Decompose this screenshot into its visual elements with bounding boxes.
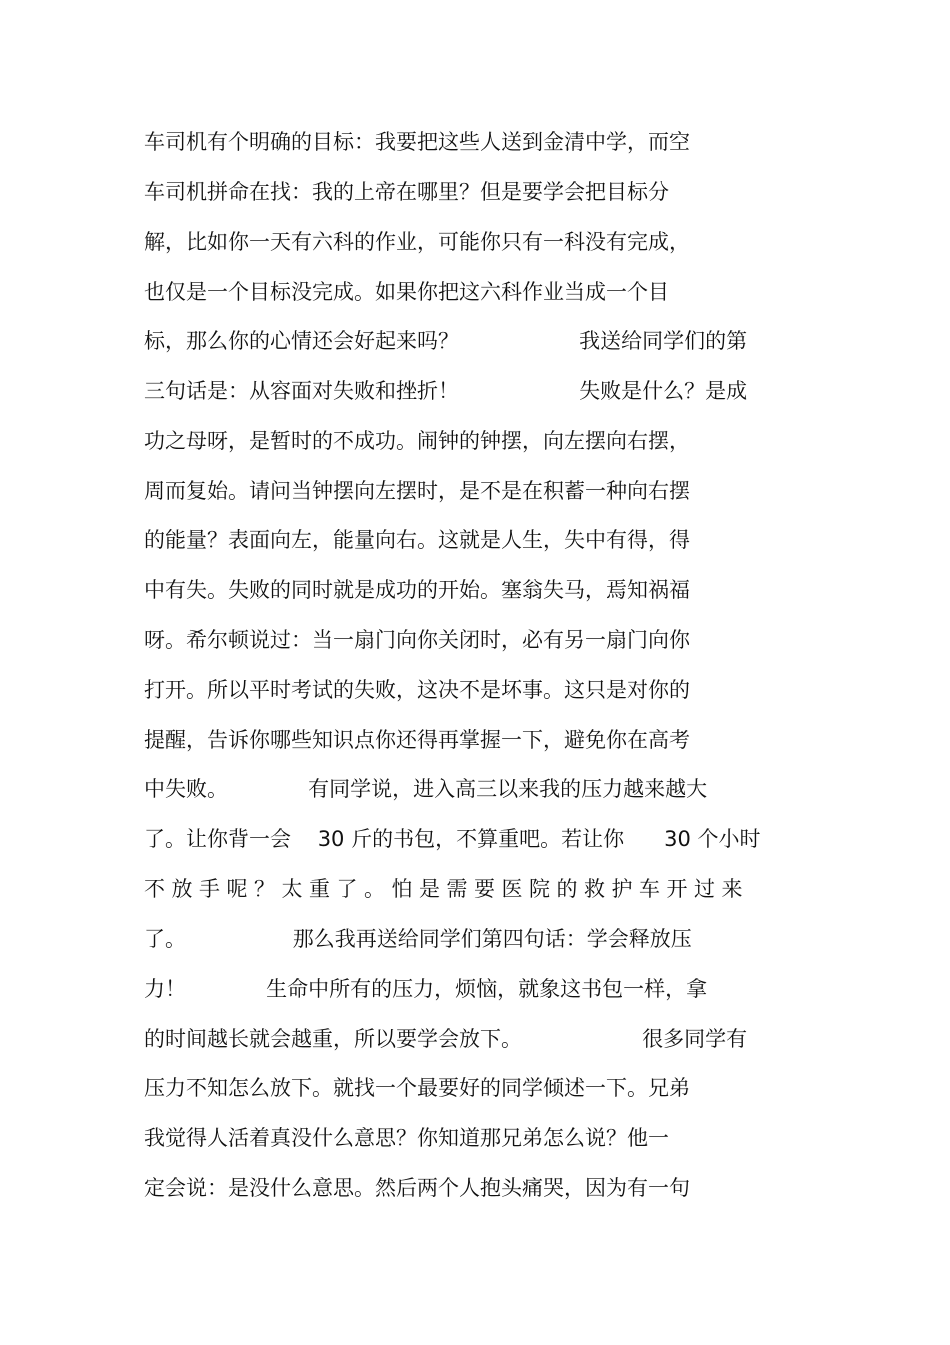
- text-line: 力！ 生命中所有的压力，烦恼，就象这书包一样，拿: [144, 977, 708, 1001]
- text-line: 压力不知怎么放下。就找一个最要好的同学倾述一下。兄弟: [144, 1076, 690, 1100]
- text-line: 车司机拼命在找：我的上帝在哪里？但是要学会把目标分: [144, 180, 669, 204]
- text-line: 功之母呀，是暂时的不成功。闹钟的钟摆，向左摆向右摆，: [144, 429, 690, 453]
- text-line: 的能量？表面向左，能量向右。这就是人生，失中有得，得: [144, 528, 690, 552]
- text-line: 周而复始。请问当钟摆向左摆时，是不是在积蓄一种向右摆: [144, 479, 690, 503]
- text-line: 车司机有个明确的目标：我要把这些人送到金清中学，而空: [144, 130, 690, 154]
- text-line: 提醒，告诉你哪些知识点你还得再掌握一下，避免你在高考: [144, 728, 690, 752]
- text-line: 中失败。 有同学说，进入高三以来我的压力越来越大: [144, 777, 708, 801]
- text-line: 了。 那么我再送给同学们第四句话：学会释放压: [144, 927, 692, 951]
- text-line: 也仅是一个目标没完成。如果你把这六科作业当成一个目: [144, 280, 669, 304]
- text-line: 了。让你背一会 30 斤的书包，不算重吧。若让你 30 个小时: [144, 827, 761, 851]
- text-line: 呀。希尔顿说过：当一扇门向你关闭时，必有另一扇门向你: [144, 628, 690, 652]
- text-line: 不放手呢？太重了。怕是需要医院的救护车开过来: [144, 877, 749, 901]
- text-line: 中有失。失败的同时就是成功的开始。塞翁失马，焉知祸福: [144, 578, 690, 602]
- text-line: 三句话是：从容面对失败和挫折！ 失败是什么？是成: [144, 379, 748, 403]
- text-line: 我觉得人活着真没什么意思？你知道那兄弟怎么说？他一: [144, 1126, 669, 1150]
- text-line: 定会说：是没什么意思。然后两个人抱头痛哭，因为有一句: [144, 1176, 690, 1200]
- text-line: 标，那么你的心情还会好起来吗？ 我送给同学们的第: [144, 329, 748, 353]
- text-line: 打开。所以平时考试的失败，这决不是坏事。这只是对你的: [144, 678, 690, 702]
- text-line: 的时间越长就会越重，所以要学会放下。 很多同学有: [144, 1027, 748, 1051]
- text-line: 解，比如你一天有六科的作业，可能你只有一科没有完成，: [144, 230, 690, 254]
